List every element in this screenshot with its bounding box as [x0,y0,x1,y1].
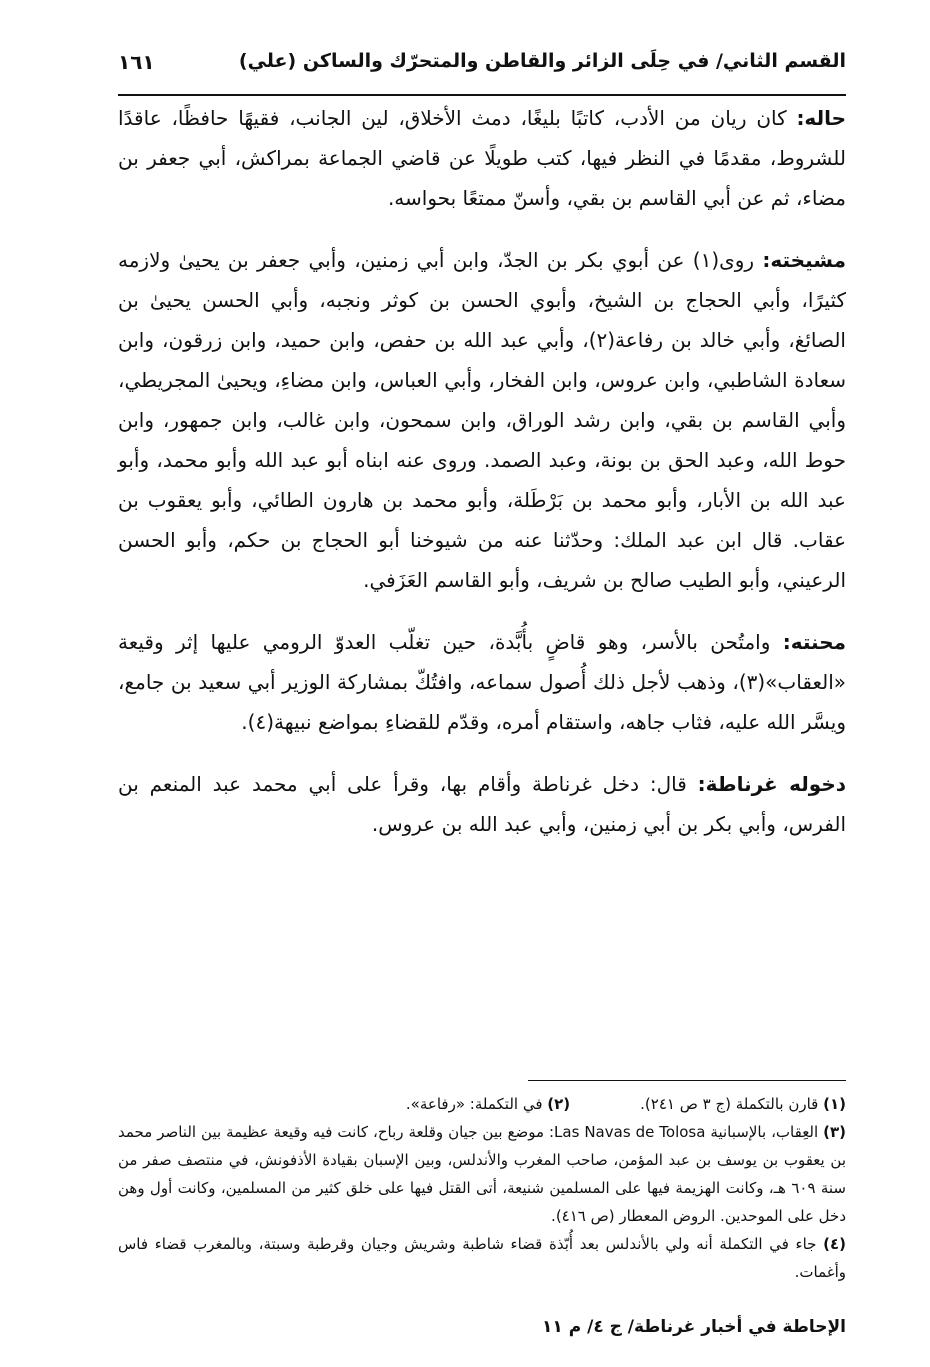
section-label: محنته: [782,630,846,654]
section-text: كان ريان من الأدب، كاتبًا بليغًا، دمث الأخلاق، لين الجانب، فقيهًا حافظًا، عاقدًا للشروط، مقدمًا في النظر فيها، كتب طويلًا عن قاضي الجماعة بمراكش، أبي جعفر بن مضاء، ثم عن أبي القاسم بن بقي، وأسنّ ممتعًا بحواسه. [118,106,846,210]
paragraph-dukhul [118,764,846,844]
section-label: دخوله غرناطة: [697,772,846,796]
running-title: القسم الثاني/ في حِلَى الزائر والقاطن والمتحرّك والساكن (علي) [238,50,846,72]
section-text: وامتُحن بالأسر، وهو قاضٍ بأُبَّدة، حين تغلّب العدوّ الرومي عليها إثر وقيعة «العقاب»(٣)، وذهب لأجل ذلك أُصول سماعه، وافتُكّ بمشاركة الوزير أبي سعيد بن جامع، ويسَّر الله عليه، فثاب جاهه، واستقام أمره، وقدّم للقضاءِ بمواضع نبيهة(٤). [118,630,846,734]
footnote-1 [640,1090,846,1118]
footnote-text: في التكملة: «رفاعة». [405,1095,543,1113]
footnote-number: (٣) [823,1123,847,1141]
page-header [118,50,846,90]
footnote-separator [528,1080,846,1081]
footnote-row [118,1090,846,1118]
paragraph-mashyakha [118,240,846,600]
page-number: ١٦١ [118,50,155,74]
footnote-4 [118,1230,846,1286]
footnote-text: جاء في التكملة أنه ولي بالأندلس بعد أُبّذة قضاء شاطبة وشريش وجيان وقرطبة وسبتة، وبالمغرب قضاء فاس وأغمات. [118,1235,846,1281]
section-text: روى(١) عن أبوي بكر بن الجدّ، وابن أبي زمنين، وأبي جعفر بن يحيىٰ ولازمه كثيرًا، وأبي الحجاج بن الشيخ، وأبوي الحسن بن كوثر ونجبه، وأبي الحسن يحيىٰ بن الصائغ، وأبي خالد بن رفاعة(٢)، وأبي عبد الله بن حفص، وابن حميد، وابن زرقون، وابن سعادة الشاطبي، وابن عروس، وابن الفخار، وأبي العباس، وابن مضاءِ، ويحيىٰ المجريطي، وأبي القاسم بن بقي، وابن رشد الوراق، وابن سمحون، وابن غالب، وابن جمهور، وابن حوط الله، وعبد الحق بن بونة، وعبد الصمد. وروى عنه ابناه أبو عبد الله وأبو محمد، وأبو عبد الله بن الأبار، وأبو محمد بن بَرْطَلة، وأبو محمد بن هارون الطائي، وأبو يعقوب بن عقاب. قال ابن عبد الملك: وحدّثنا عنه من شيوخنا أبو الحجاج بن حكم، وأبو الحسن الرعيني، وأبو الطيب صالح بن شريف، وأبو القاسم العَزَفي. [118,248,846,592]
section-label: مشيخته: [762,248,846,272]
book-page [118,40,846,1340]
footnote-number: (٢) [547,1095,571,1113]
page-signature: الإحاطة في أخبار غرناطة/ ج ٤/ م ١١ [542,1317,846,1337]
footnote-2 [406,1090,570,1118]
section-text: قال: دخل غرناطة وأقام بها، وقرأ على أبي محمد عبد المنعم بن الفرس، وأبي بكر بن أبي زمنين، وأبي عبد الله بن عروس. [118,772,846,836]
footnote-number: (٤) [823,1235,846,1253]
footnotes [118,1090,846,1286]
footnote-text: العِقاب، بالإسبانية Las Navas de Tolosa: موضع بين جيان وقلعة رباح، كانت فيه وقيعة عظيمة بين الناصر محمد بن يعقوب بن يوسف بن عبد المؤمن، صاحب المغرب والأندلس، وبين الإسبان بقيادة الأذفونش، في منتصف صفر من سنة ٦٠٩ هـ، وكانت الهزيمة فيها على المسلمين شنيعة، أتى القتل فيها على خلق كثير من المسلمين، وكانت أول وهن دخل على الموحدين. الروض المعطار (ص ٤١٦). [118,1123,846,1225]
paragraph-mihna [118,622,846,742]
footnote-3 [118,1118,846,1230]
section-label: حاله: [796,106,846,130]
footnote-text: قارن بالتكملة (ج ٣ ص ٢٤١). [640,1095,819,1113]
paragraph-haluh [118,98,846,218]
footnote-number: (١) [823,1095,846,1113]
main-text [118,98,846,866]
header-rule [118,94,846,96]
